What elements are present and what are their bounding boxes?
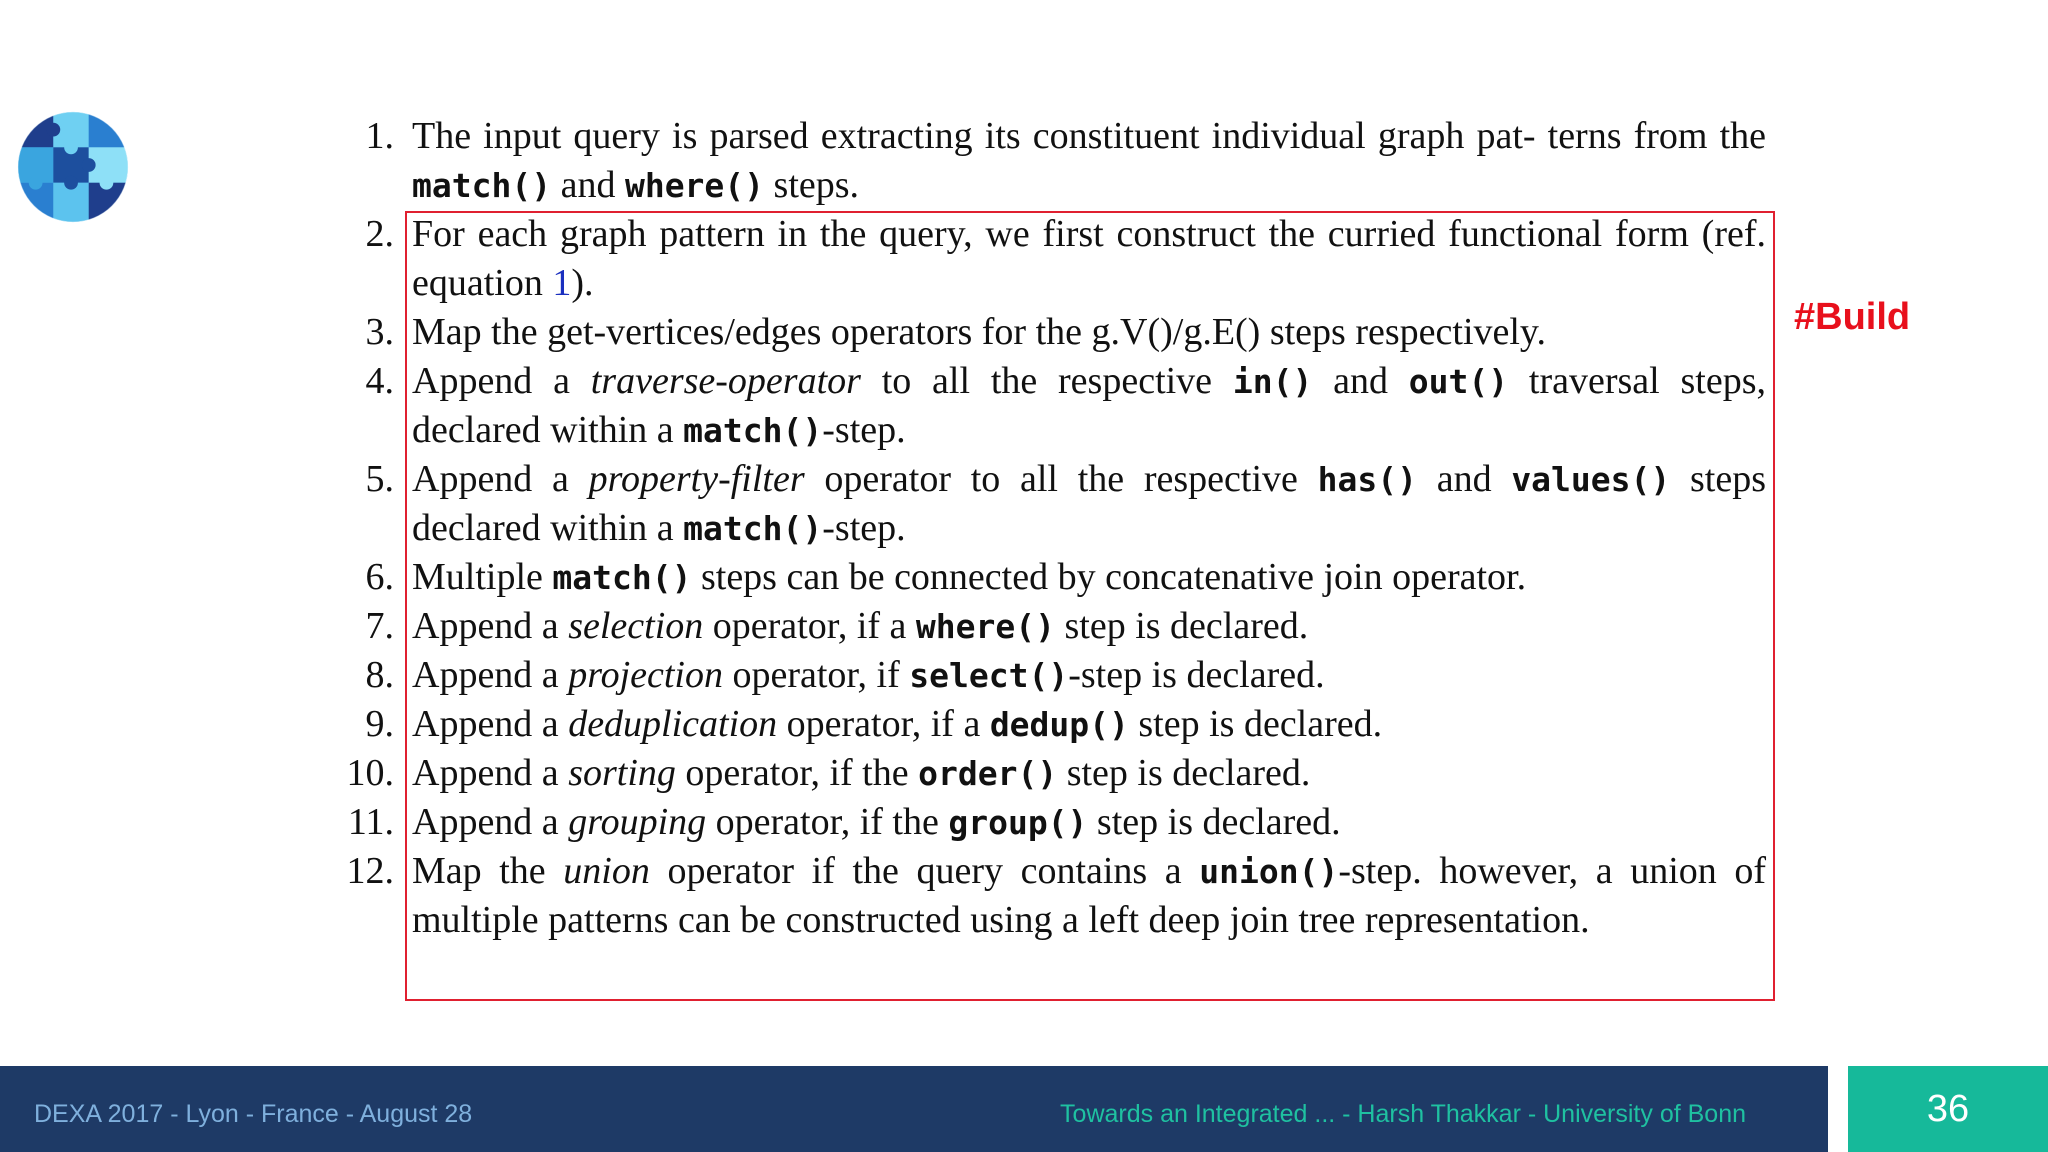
puzzle-globe-logo [14, 108, 132, 226]
list-item [330, 357, 1766, 455]
code-token: union() [1199, 852, 1339, 891]
text-run: operator, if the [675, 752, 919, 794]
text-run: Append a [412, 801, 569, 843]
item-number: 6. [365, 556, 394, 598]
equation-ref-link[interactable]: 1 [552, 262, 572, 304]
text-run: -step. [822, 409, 906, 451]
code-token: match() [683, 411, 823, 450]
text-run: -step. however, a union of multiple patterns can be constructed using a left deep join tree representation. [412, 850, 1766, 941]
item-number: 8. [365, 654, 394, 696]
text-run: steps. [764, 164, 860, 206]
text-run: Append a [412, 360, 591, 402]
text-run: step is declared. [1057, 752, 1311, 794]
list-item [330, 112, 1766, 210]
text-run: step is declared. [1087, 801, 1341, 843]
text-run: -step. [822, 507, 906, 549]
code-token: has() [1317, 460, 1417, 499]
italic-term: projection [568, 654, 723, 696]
list-item [330, 308, 1766, 357]
item-text [412, 112, 1766, 210]
text-run: and [551, 164, 625, 206]
list-item [330, 700, 1766, 749]
item-text [412, 847, 1766, 945]
item-text [412, 455, 1766, 553]
text-run: steps can be connected by concatenative join operator. [691, 556, 1527, 598]
text-run: operator, if [722, 654, 910, 696]
code-token: match() [552, 558, 692, 597]
text-run: step is declared. [1054, 605, 1309, 647]
text-run: operator if the query contains a [649, 850, 1200, 892]
item-text [412, 749, 1766, 798]
code-token: where() [624, 166, 765, 205]
italic-term: deduplication [568, 703, 778, 745]
code-token: where() [915, 607, 1055, 646]
footer-title-author: Towards an Integrated ... - Harsh Thakkar - University of Bonn [1060, 1100, 1746, 1128]
text-run: Map the [412, 850, 564, 892]
code-token: dedup() [989, 705, 1129, 744]
item-text [412, 210, 1766, 308]
item-text [412, 357, 1766, 455]
list-item [330, 847, 1766, 945]
text-run: Map the get-vertices/edges operators for the g.V()/g.E() steps respectively. [412, 311, 1546, 353]
code-token: out() [1408, 362, 1509, 401]
footer-conference: DEXA 2017 - Lyon - France - August 28 [34, 1100, 473, 1128]
text-run: step is declared. [1128, 703, 1383, 745]
text-run: Multiple [412, 556, 553, 598]
item-number: 3. [365, 311, 394, 353]
item-number: 11. [347, 801, 394, 843]
italic-term: grouping [568, 801, 707, 843]
steps-list [330, 112, 1766, 945]
item-text [412, 308, 1766, 357]
text-run: Append a [412, 458, 589, 500]
item-number: 9. [365, 703, 394, 745]
italic-term: property-filter [588, 458, 805, 500]
item-text [412, 798, 1766, 847]
text-run: to all the respective [860, 360, 1233, 402]
list-item [330, 749, 1766, 798]
text-run: Append a [412, 654, 569, 696]
item-number: 1. [365, 115, 394, 157]
item-text [412, 700, 1766, 749]
list-item [330, 651, 1766, 700]
item-number: 7. [365, 605, 394, 647]
item-number: 2. [365, 213, 394, 255]
list-item [330, 602, 1766, 651]
item-number: 10. [346, 752, 394, 794]
item-number: 12. [346, 850, 394, 892]
text-run: ). [571, 262, 594, 304]
item-number: 5. [365, 458, 394, 500]
footer-bar [0, 1066, 1828, 1152]
text-run: -step is declared. [1068, 654, 1325, 696]
text-run: For each graph pattern in the query, we first construct the curried functional form (ref. equation [412, 213, 1766, 304]
list-item [330, 210, 1766, 308]
text-run: The input query is parsed extracting its constituent individual graph pat- terns from the [412, 115, 1766, 157]
text-run: and [1416, 458, 1512, 500]
text-run: operator to all the respective [804, 458, 1318, 500]
code-token: order() [918, 754, 1058, 793]
list-item [330, 553, 1766, 602]
text-run: and [1312, 360, 1409, 402]
code-token: select() [909, 656, 1069, 695]
code-token: in() [1232, 362, 1313, 401]
list-item [330, 455, 1766, 553]
list-item [330, 798, 1766, 847]
italic-term: selection [568, 605, 704, 647]
code-token: match() [683, 509, 823, 548]
text-run: Append a [412, 703, 569, 745]
text-run: operator, if the [706, 801, 949, 843]
text-run: operator, if a [777, 703, 990, 745]
italic-term: sorting [568, 752, 676, 794]
text-run: Append a [412, 605, 569, 647]
text-run: steps declared within a [412, 458, 1766, 549]
code-token: group() [948, 803, 1088, 842]
item-text [412, 602, 1766, 651]
text-run: operator, if a [703, 605, 916, 647]
code-token: match() [412, 166, 552, 205]
text-run: Append a [412, 752, 569, 794]
text-run: traversal steps, declared within a [412, 360, 1766, 451]
item-text [412, 651, 1766, 700]
italic-term: union [563, 850, 650, 892]
build-tag: #Build [1794, 296, 1911, 338]
code-token: values() [1511, 460, 1671, 499]
page-number: 36 [1848, 1066, 2048, 1152]
item-number: 4. [365, 360, 394, 402]
italic-term: traverse-operator [590, 360, 861, 402]
item-text [412, 553, 1766, 602]
